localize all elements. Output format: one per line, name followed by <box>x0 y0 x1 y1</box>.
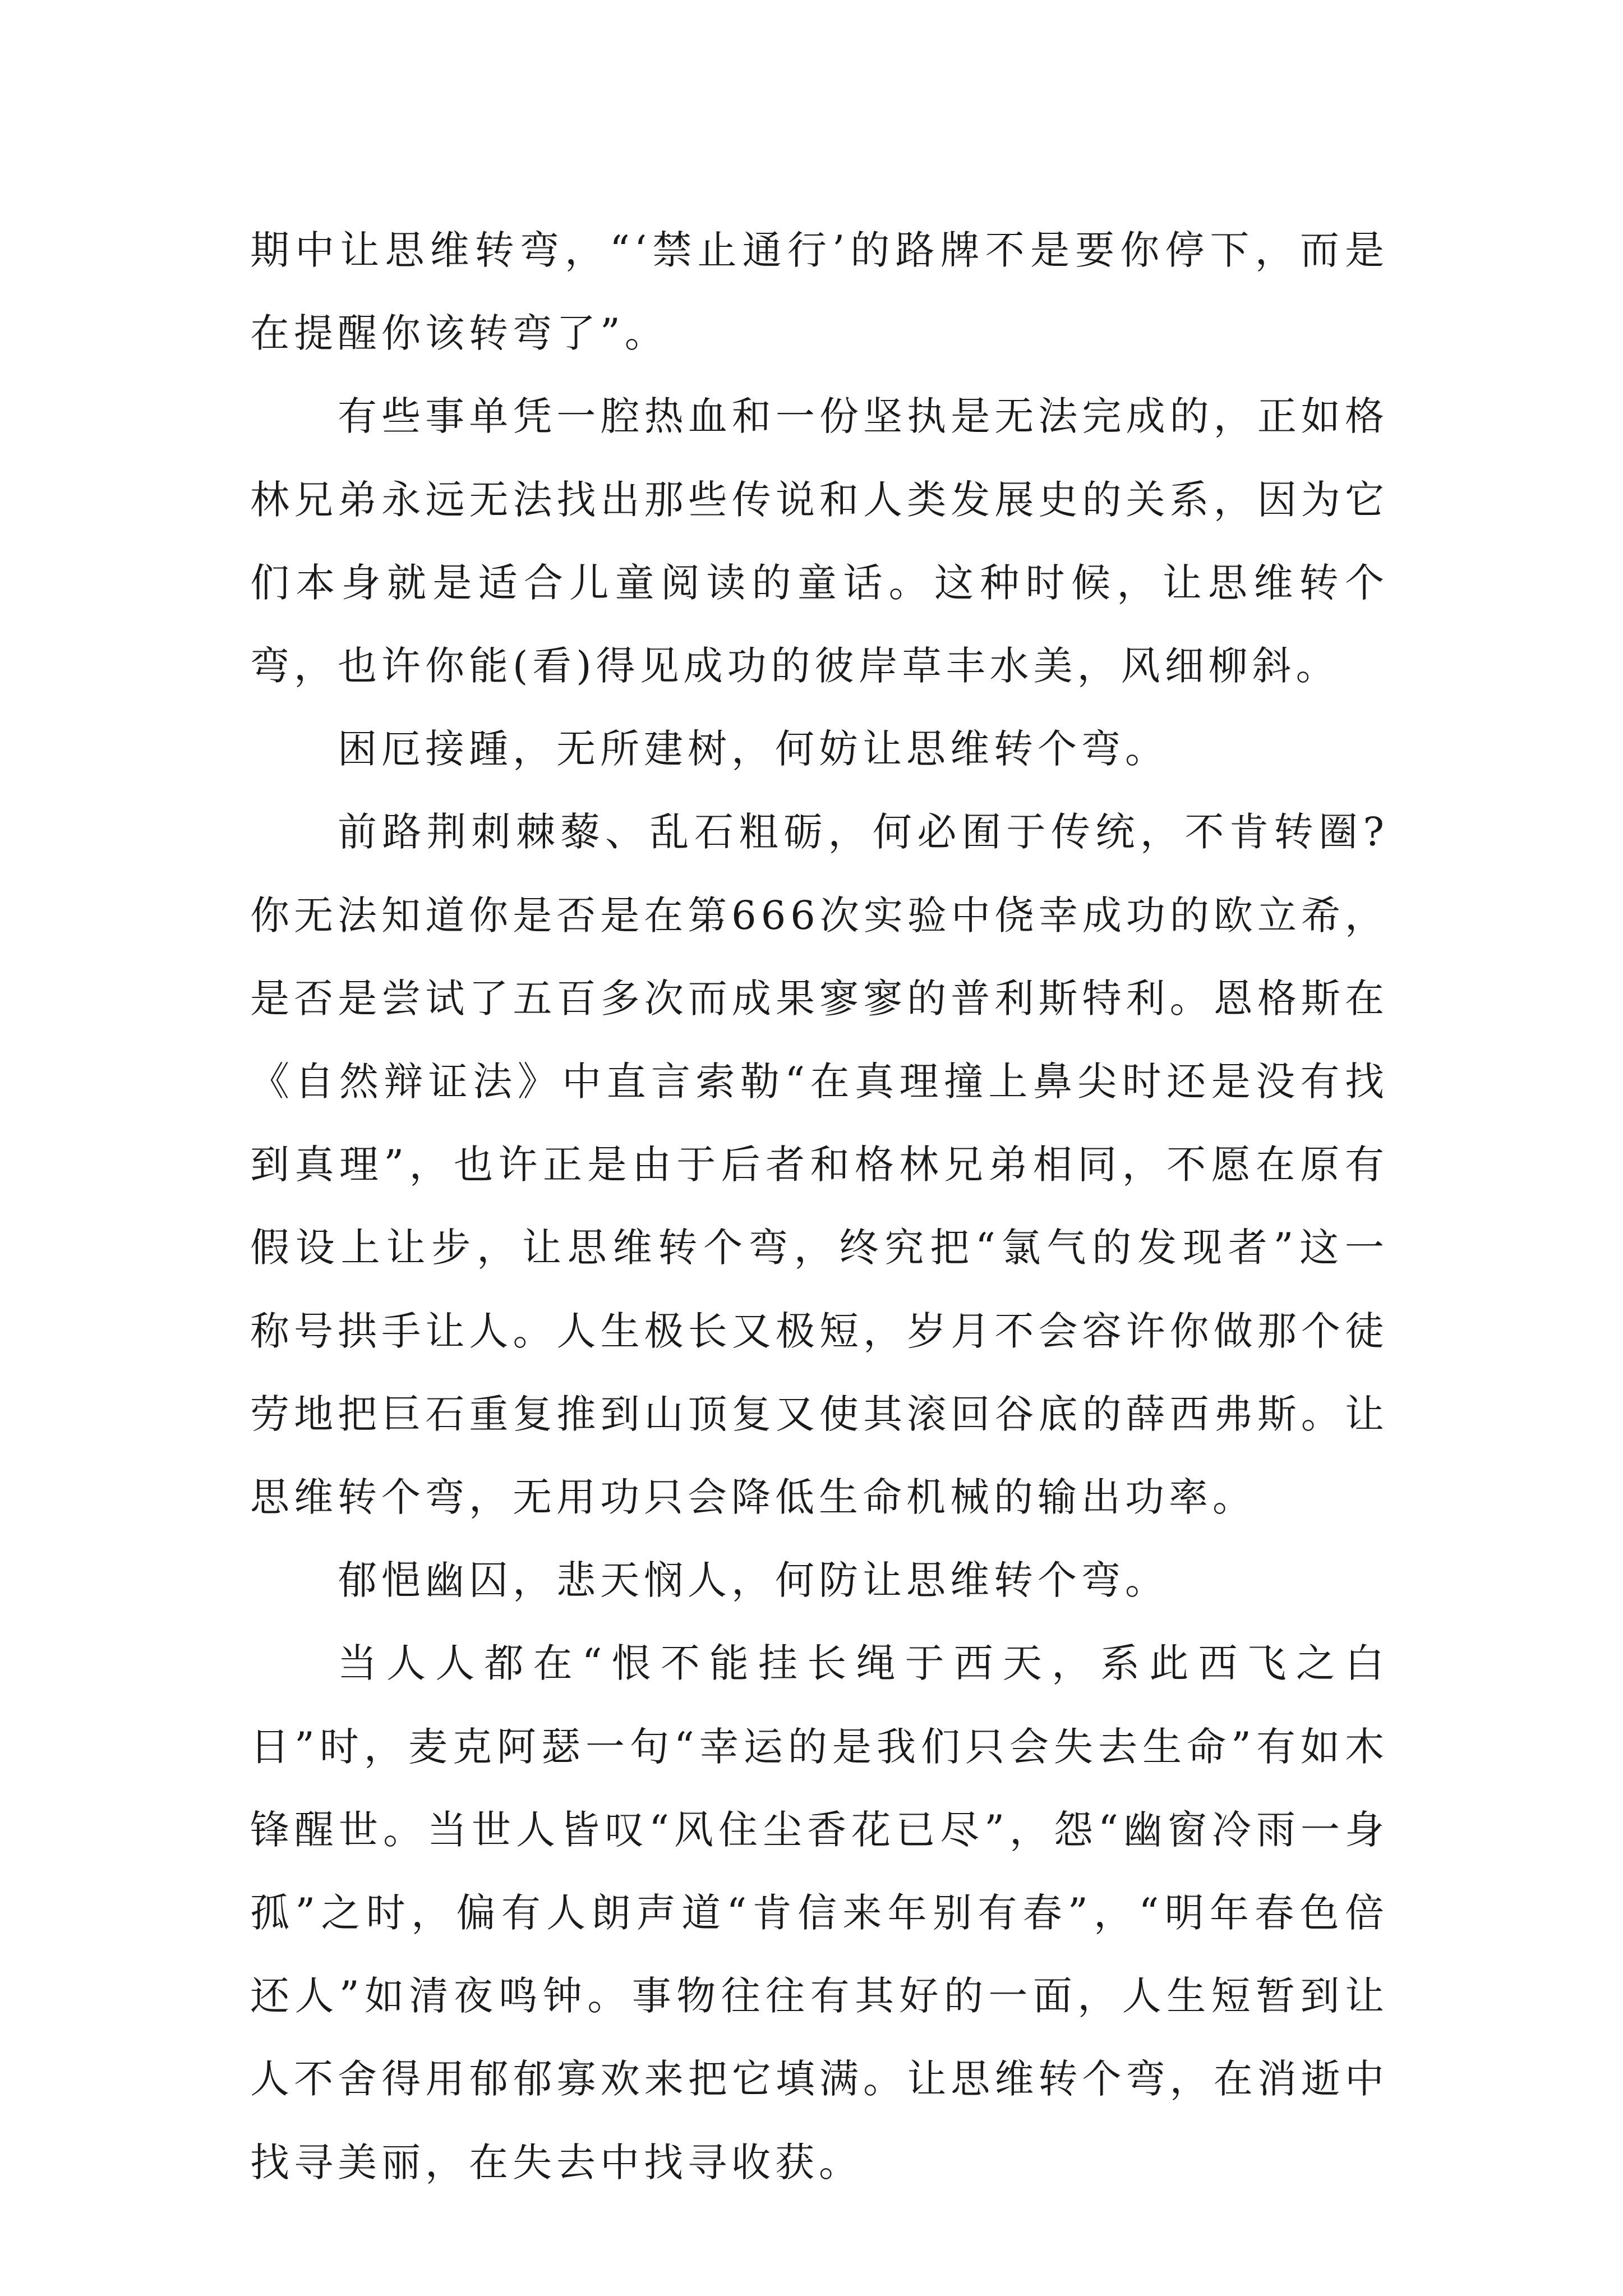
essay-body <box>250 209 1389 2204</box>
paragraph: 前路荆刺棘藜、乱石粗砺，何必囿于传统，不肯转圈?你无法知道你是否是在第666次实验中侥幸成功的欧立希，是否是尝试了五百多次而成果寥寥的普利斯特利。恩格斯在《自然辩证法》中直言索勒“在真理撞上鼻尖时还是没有找到真理”，也许正是由于后者和格林兄弟相同，不愿在原有假设上让步，让思维转个弯，终究把“氯气的发现者”这一称号拱手让人。人生极长又极短，岁月不会容许你做那个徒劳地把巨石重复推到山顶复又使其滚回谷底的薛西弗斯。让思维转个弯，无用功只会降低生命机械的输出功率。 <box>250 809 1389 1521</box>
paragraph: 困厄接踵，无所建树，何妨让思维转个弯。 <box>338 726 1169 772</box>
paragraph: 有些事单凭一腔热血和一份坚执是无法完成的，正如格林兄弟永远无法找出那些传说和人类发展史的关系，因为它们本身就是适合儿童阅读的童话。这种时候，让思维转个弯，也许你能(看)得见成功的彼岸草丰水美，风细柳斜。 <box>250 393 1389 689</box>
paragraph-continuation: 期中让思维转弯，“‘禁止通行’的路牌不是要你停下，而是在提醒你该转弯了”。 <box>250 227 1389 357</box>
paragraph: 郁悒幽囚，悲天悯人，何防让思维转个弯。 <box>338 1557 1169 1604</box>
paragraph: 当人人都在“恨不能挂长绳于西天，系此西飞之白日”时，麦克阿瑟一句“幸运的是我们只会失去生命”有如木锋醒世。当世人皆叹“风住尘香花已尽”，怨“幽窗冷雨一身孤”之时，偏有人朗声道“肯信来年别有春”，“明年春色倍还人”如清夜鸣钟。事物往往有其好的一面，人生短暂到让人不舍得用郁郁寡欢来把它填满。让思维转个弯，在消逝中找寻美丽，在失去中找寻收获。 <box>250 1640 1389 2185</box>
